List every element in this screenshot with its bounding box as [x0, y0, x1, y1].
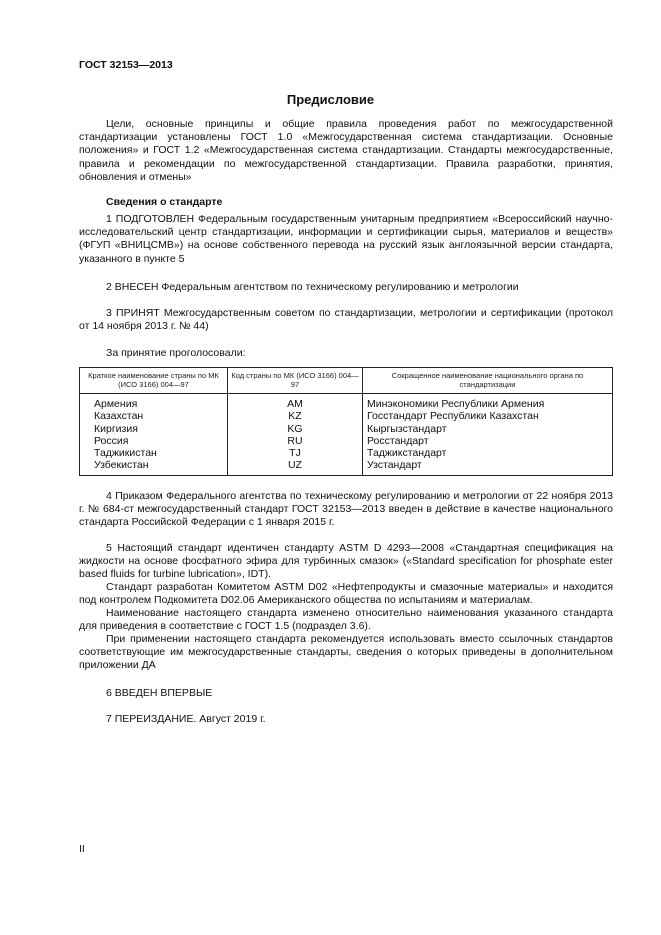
cell-code: KZ	[228, 410, 363, 422]
document-code: ГОСТ 32153—2013	[79, 59, 173, 71]
table-header-row	[80, 368, 613, 394]
paragraph-5-committee: Стандарт разработан Комитетом ASTM D02 «Нефтепродукты и смазочные материалы» и находится под контролем Подкомитета D02.06 Американского общества по испытаниям и материалам.	[79, 581, 613, 607]
table-row	[80, 459, 613, 475]
vote-intro: За принятие проголосовали:	[106, 347, 246, 359]
cell-code: TJ	[228, 447, 363, 459]
cell-body: Госстандарт Республики Казахстан	[363, 410, 613, 422]
cell-code: RU	[228, 435, 363, 447]
paragraph-4: 4 Приказом Федерального агентства по техническому регулированию и метрологии от 22 ноября 2013 г. № 684-ст межгосударственный стандарт ГОСТ 32153—2013 введен в действие в качестве национального стандарта Российской Федерации с 1 января 2015 г.	[79, 490, 613, 529]
page-number: II	[79, 843, 85, 855]
cell-code: UZ	[228, 459, 363, 475]
paragraph-7: 7 ПЕРЕИЗДАНИЕ. Август 2019 г.	[106, 713, 266, 725]
cell-body: Таджикстандарт	[363, 447, 613, 459]
cell-country: Таджикистан	[80, 447, 228, 459]
cell-country: Россия	[80, 435, 228, 447]
paragraph-2: 2 ВНЕСЕН Федеральным агентством по техническому регулированию и метрологии	[106, 281, 519, 293]
intro-paragraph: Цели, основные принципы и общие правила проведения работ по межгосударственной стандартизации установлены ГОСТ 1.0 «Межгосударственная система стандартизации. Основные положения» и ГОСТ 1.2 «Межгосударственная система стандартизации. Стандарты межгосударственные, правила и рекомендации по межгосударственной стандартизации. Правила разработки, принятия, обновления и отмены»	[79, 118, 613, 183]
table-row	[80, 394, 613, 411]
paragraph-5: 5 Настоящий стандарт идентичен стандарту ASTM D 4293—2008 «Стандартная спецификация на жидкости на основе фосфатного эфира для турбинных смазок» («Standard specification for phosphate ester based fluids for turbine lubrication», IDT).	[79, 542, 613, 581]
table-row	[80, 410, 613, 422]
cell-country: Армения	[80, 394, 228, 411]
cell-code: KG	[228, 423, 363, 435]
cell-country: Узбекистан	[80, 459, 228, 475]
cell-code: AM	[228, 394, 363, 411]
table-header-country: Краткое наименование страны по МК (ИСО 3166) 004—97	[80, 368, 228, 394]
page-title: Предисловие	[286, 92, 375, 107]
paragraph-5-references: При применении настоящего стандарта рекомендуется использовать вместо ссылочных стандартов соответствующие им межгосударственные стандарты, сведения о которых приведены в дополнительном приложении ДА	[79, 633, 613, 672]
table-header-code: Код страны по МК (ИСО 3166) 004—97	[228, 368, 363, 394]
cell-body: Минэкономики Республики Армения	[363, 394, 613, 411]
table-row	[80, 435, 613, 447]
cell-country: Казахстан	[80, 410, 228, 422]
paragraph-6: 6 ВВЕДЕН ВПЕРВЫЕ	[106, 687, 213, 699]
vote-table	[79, 367, 613, 476]
cell-body: Росстандарт	[363, 435, 613, 447]
section-heading: Сведения о стандарте	[106, 196, 223, 208]
table-row	[80, 423, 613, 435]
paragraph-1: 1 ПОДГОТОВЛЕН Федеральным государственным унитарным предприятием «Всероссийский научно-исследовательский центр стандартизации, информации и сертификации сырья, материалов и веществ» (ФГУП «ВНИЦСМВ») на основе собственного перевода на русский язык англоязычной версии стандарта, указанного в пункте 5	[79, 213, 613, 265]
table-row	[80, 447, 613, 459]
paragraph-3: 3 ПРИНЯТ Межгосударственным советом по стандартизации, метрологии и сертификации (протокол от 14 ноября 2013 г. № 44)	[79, 307, 613, 333]
paragraph-5-name-change: Наименование настоящего стандарта изменено относительно наименования указанного стандарта для приведения в соответствие с ГОСТ 1.5 (подраздел 3.6).	[79, 607, 613, 633]
table-header-body: Сокращенное наименование национального органа по стандартизации	[363, 368, 613, 394]
cell-body: Узстандарт	[363, 459, 613, 475]
cell-body: Кыргызстандарт	[363, 423, 613, 435]
cell-country: Киргизия	[80, 423, 228, 435]
